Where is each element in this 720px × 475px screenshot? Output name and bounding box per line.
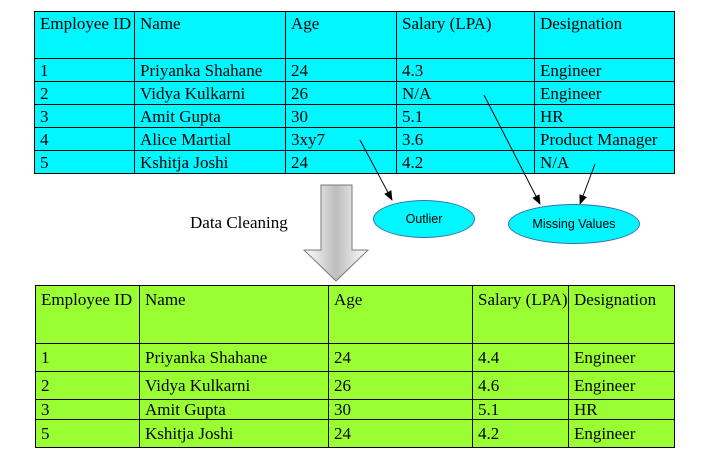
header-age: Age xyxy=(286,12,397,59)
table-header-row xyxy=(36,286,675,344)
cell-name: Amit Gupta xyxy=(135,105,286,128)
cell-name: Vidya Kulkarni xyxy=(135,82,286,105)
outlier-callout-text: Outlier xyxy=(405,212,443,226)
cell-age: 24 xyxy=(329,344,473,372)
table-row xyxy=(36,420,675,448)
cell-name: Priyanka Shahane xyxy=(140,344,329,372)
header-employee-id: Employee ID xyxy=(35,12,135,59)
cell-designation: Engineer xyxy=(535,82,675,105)
cell-salary: 4.3 xyxy=(397,59,535,82)
cell-salary: 5.1 xyxy=(473,400,569,420)
table-row xyxy=(36,400,675,420)
header-name: Name xyxy=(135,12,286,59)
missing-salary-arrow xyxy=(484,95,540,204)
cell-salary: 4.4 xyxy=(473,344,569,372)
cell-name: Vidya Kulkarni xyxy=(140,372,329,400)
cell-designation: Product Manager xyxy=(535,128,675,151)
cell-employee-id: 3 xyxy=(35,105,135,128)
cell-employee-id: 4 xyxy=(35,128,135,151)
missing-values-callout-text: Missing Values xyxy=(532,217,616,231)
process-label: Data Cleaning xyxy=(190,213,288,232)
cell-employee-id: 1 xyxy=(36,344,140,372)
cell-age: 24 xyxy=(286,59,397,82)
cell-designation: Engineer xyxy=(569,420,675,448)
outlier-callout xyxy=(373,200,475,238)
cell-age: 26 xyxy=(329,372,473,400)
header-salary: Salary (LPA) xyxy=(473,286,569,344)
cell-designation: HR xyxy=(569,400,675,420)
cell-age: 3xy7 xyxy=(286,128,397,151)
cell-employee-id: 2 xyxy=(35,82,135,105)
cell-salary: N/A xyxy=(397,82,535,105)
cell-salary: 3.6 xyxy=(397,128,535,151)
cell-name: Amit Gupta xyxy=(140,400,329,420)
cell-salary: 4.2 xyxy=(397,151,535,174)
cell-salary: 4.2 xyxy=(473,420,569,448)
cell-age: 24 xyxy=(329,420,473,448)
cell-age: 24 xyxy=(286,151,397,174)
cell-name: Kshitja Joshi xyxy=(135,151,286,174)
cell-name: Priyanka Shahane xyxy=(135,59,286,82)
cell-employee-id: 2 xyxy=(36,372,140,400)
cell-designation: N/A xyxy=(535,151,675,174)
cell-employee-id: 1 xyxy=(35,59,135,82)
header-name: Name xyxy=(140,286,329,344)
cell-name: Kshitja Joshi xyxy=(140,420,329,448)
header-employee-id: Employee ID xyxy=(36,286,140,344)
header-salary: Salary (LPA) xyxy=(397,12,535,59)
missing-designation-arrow xyxy=(580,164,595,204)
cell-designation: Engineer xyxy=(535,59,675,82)
header-designation: Designation xyxy=(569,286,675,344)
cell-age: 30 xyxy=(329,400,473,420)
cell-designation: Engineer xyxy=(569,372,675,400)
cell-designation: Engineer xyxy=(569,344,675,372)
cell-age: 26 xyxy=(286,82,397,105)
header-designation: Designation xyxy=(535,12,675,59)
cell-salary: 5.1 xyxy=(397,105,535,128)
cell-employee-id: 3 xyxy=(36,400,140,420)
cell-name: Alice Martial xyxy=(135,128,286,151)
cell-age: 30 xyxy=(286,105,397,128)
cell-employee-id: 5 xyxy=(36,420,140,448)
table-row xyxy=(36,344,675,372)
missing-values-callout xyxy=(508,204,640,244)
down-arrow-icon xyxy=(304,185,368,281)
cleaned-data-table xyxy=(35,285,675,448)
cell-employee-id: 5 xyxy=(35,151,135,174)
table-row xyxy=(36,372,675,400)
cell-designation: HR xyxy=(535,105,675,128)
header-age: Age xyxy=(329,286,473,344)
outlier-arrow xyxy=(360,140,392,200)
cell-salary: 4.6 xyxy=(473,372,569,400)
